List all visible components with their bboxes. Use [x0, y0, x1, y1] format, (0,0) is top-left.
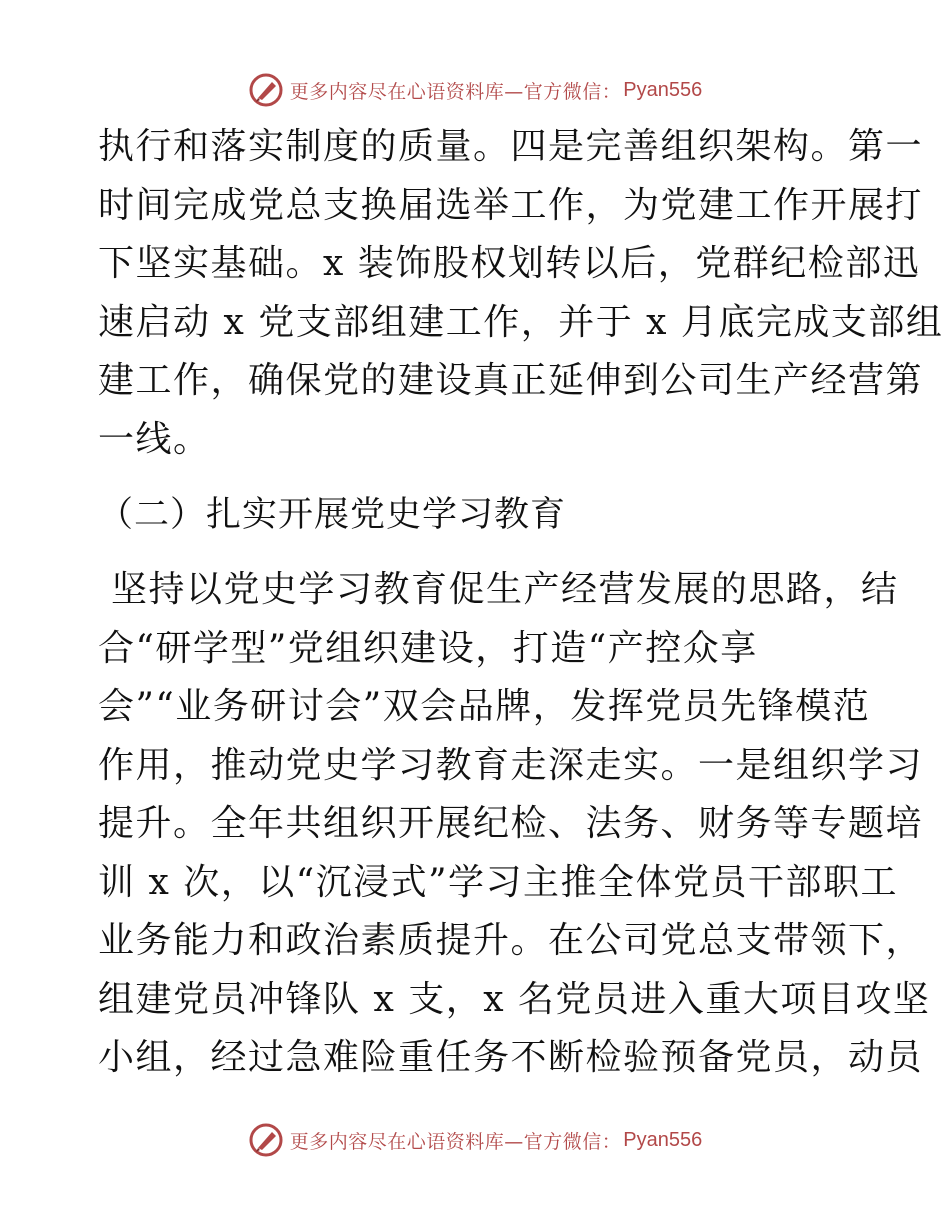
text-line: 下坚实基础。x 装饰股权划转以后，党群纪检部迅 — [98, 243, 921, 284]
watermark-wechat-id: Pyan556 — [623, 1128, 703, 1151]
pen-logo-icon — [248, 1122, 284, 1158]
watermark-text: 更多内容尽在心语资料库—官方微信： — [289, 80, 622, 103]
watermark-wechat-id: Pyan556 — [623, 78, 703, 101]
text-line: 时间完成党总支换届选举工作，为党建工作开展打 — [98, 184, 924, 226]
text-line: 作用，推动党史学习教育走深走实。一是组织学习 — [98, 744, 924, 786]
text-line: 小组，经过急难险重任务不断检验预备党员，动员 — [98, 1037, 924, 1078]
text-line: 执行和落实制度的质量。四是完善组织架构。第一 — [98, 126, 924, 167]
paragraph-2 — [98, 561, 931, 1088]
header-watermark — [0, 70, 950, 110]
text-line: 组建党员冲锋队 x 支，x 名党员进入重大项目攻坚 — [98, 978, 931, 1020]
document-body — [98, 118, 944, 1088]
text-line: 提升。全年共组织开展纪检、法务、财务等专题培 — [98, 803, 924, 844]
text-line: 速启动 x 党支部组建工作，并于 x 月底完成支部组 — [98, 301, 944, 343]
text-line: 一线。 — [98, 418, 211, 460]
text-line: 合“研学型”党组织建设，打造“产控众享 — [98, 627, 758, 669]
pen-logo-icon — [248, 72, 284, 108]
text-line: 坚持以党史学习教育促生产经营发展的思路，结 — [98, 569, 899, 610]
section-heading: （二）扎实开展党史学习教育 — [98, 495, 567, 535]
text-line: 业务能力和政治素质提升。在公司党总支带领下， — [98, 920, 924, 961]
text-line: 建工作，确保党的建设真正延伸到公司生产经营第 — [98, 360, 924, 401]
footer-watermark — [0, 1120, 950, 1160]
text-line: 训 x 次，以“沉浸式”学习主推全体党员干部职工 — [98, 861, 898, 903]
watermark-text: 更多内容尽在心语资料库—官方微信： — [289, 1130, 622, 1153]
text-line: 会”“业务研讨会”双会品牌，发挥党员先锋模范 — [98, 686, 871, 727]
paragraph-1 — [98, 118, 944, 469]
